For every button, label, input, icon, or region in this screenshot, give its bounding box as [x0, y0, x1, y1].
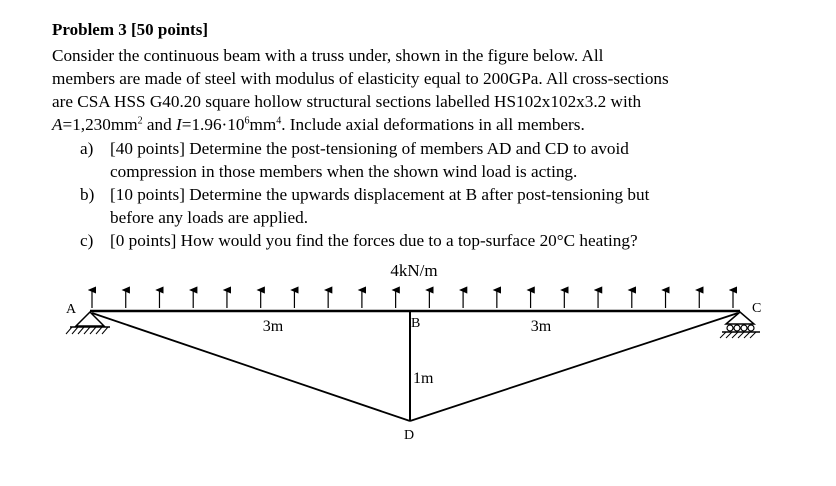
span-left-label: 3m	[262, 318, 284, 335]
question-line: [40 points] Determine the post-tensioning of members AD and CD to avoid	[110, 139, 629, 158]
inertia-unit: mm	[249, 115, 277, 134]
question-list	[80, 137, 649, 252]
inertia-symbol: I	[176, 115, 182, 134]
member-ad	[92, 313, 410, 421]
inertia-power: 6	[244, 115, 250, 127]
question-item-a	[80, 137, 649, 183]
node-c-label: C	[752, 301, 762, 316]
inertia-value: =1.96·10	[181, 115, 245, 134]
question-marker: b)	[80, 185, 95, 204]
node-a-label: A	[66, 302, 77, 317]
distributed-load-arrows	[92, 290, 733, 308]
area-value: =1,230mm	[62, 115, 138, 134]
question-item-c	[80, 229, 649, 252]
area-exponent: 2	[137, 115, 143, 127]
question-line: before any loads are applied.	[110, 208, 309, 227]
statement-line-2: members are made of steel with modulus of elasticity equal to 200GPa. All cross-sections	[52, 69, 669, 88]
question-line: [10 points] Determine the upwards displacement at B after post-tensioning but	[110, 185, 650, 204]
question-line: compression in those members when the shown wind load is acting.	[110, 162, 578, 181]
node-b-label: B	[411, 316, 421, 331]
statement-line-4	[52, 113, 782, 136]
and-text: and	[142, 115, 177, 134]
problem-title: Problem 3 [50 points]	[52, 20, 208, 39]
statement-line-1: Consider the continuous beam with a truss under, shown in the figure below. All	[52, 46, 604, 65]
load-label: 4kN/m	[390, 261, 438, 280]
post-height-label: 1m	[413, 370, 434, 387]
area-symbol: A	[52, 115, 63, 134]
span-right-label: 3m	[530, 318, 552, 335]
problem-statement	[52, 44, 782, 136]
question-marker: c)	[80, 231, 94, 250]
statement-tail: . Include axial deformations in all members.	[281, 115, 585, 134]
member-cd	[410, 313, 738, 421]
node-d-label: D	[404, 428, 415, 443]
beam-truss-figure	[0, 250, 836, 450]
statement-line-3: are CSA HSS G40.20 square hollow structural sections labelled HS102x102x3.2 with	[52, 92, 642, 111]
question-line: [0 points] How would you find the forces due to a top-surface 20°C heating?	[110, 231, 638, 250]
question-marker: a)	[80, 139, 94, 158]
inertia-unit-exponent: 4	[276, 115, 282, 127]
question-item-b	[80, 183, 649, 229]
